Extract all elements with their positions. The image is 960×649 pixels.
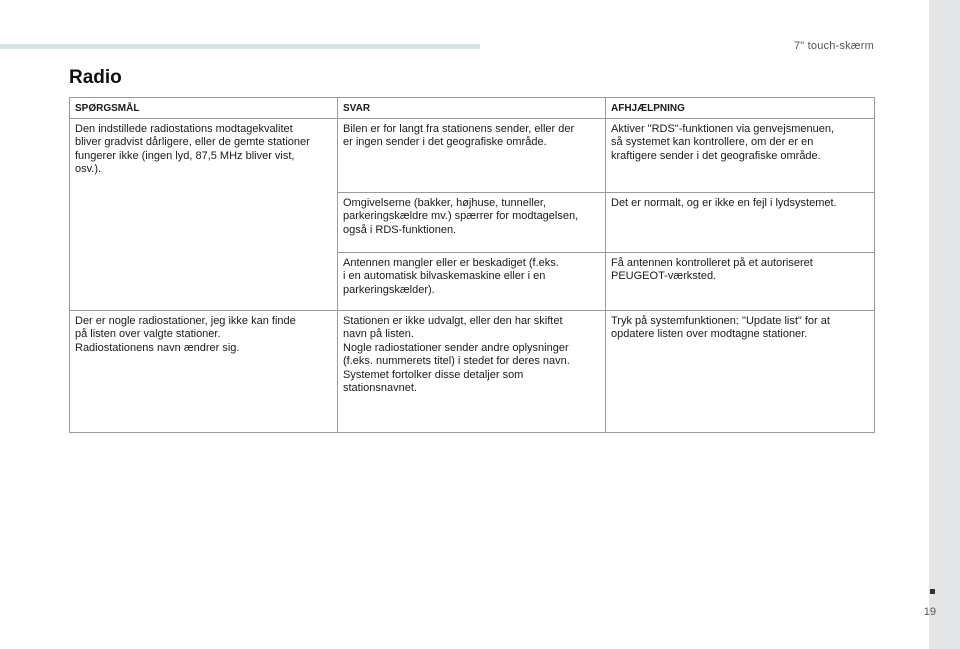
answer-line: parkeringskældre mv.) spærrer for modtagelsen, [343,210,579,223]
answer-line: Stationen er ikke udvalgt, eller den har skiftet [343,315,563,327]
question-line: Der er nogle radiostationer, jeg ikke kan finde [75,315,296,327]
solution-line: Tryk på systemfunktionen: "Update list" for at [611,315,830,327]
page-side-strip [929,0,960,649]
question-cell [70,311,338,433]
solution-line: PEUGEOT-værksted. [611,270,717,283]
answer-line: Nogle radiostationer sender andre oplysninger [343,341,569,354]
column-header-solution: AFHJÆLPNING [606,98,875,119]
question-line: Den indstillede radiostations modtagekvalitet [75,123,293,135]
question-line: fungerer ikke (ingen lyd, 87,5 MHz bliver vist, [75,149,295,162]
solution-line: så systemet kan kontrollere, om der er en [611,136,814,149]
solution-line: Det er normalt, og er ikke en fejl i lydsystemet. [611,197,837,209]
answer-line: parkeringskælder). [343,283,435,296]
answer-line: er ingen sender i det geografiske område. [343,136,547,149]
chapter-title: 7" touch-skærm [793,40,874,52]
answer-cell [338,311,606,433]
question-line: osv.). [75,163,102,176]
header-accent-bar [0,44,480,49]
answer-line: Omgivelserne (bakker, højhuse, tunneller, [343,197,546,209]
answer-line: også i RDS-funktionen. [343,223,457,236]
answer-cell [338,193,606,253]
troubleshooting-table [69,97,875,433]
table-row [70,311,875,433]
solution-cell [606,253,875,311]
table-row [70,119,875,193]
page-end-marker [930,589,935,594]
column-header-answer: SVAR [338,98,606,119]
solution-cell [606,193,875,253]
answer-line: Systemet fortolker disse detaljer som [343,368,524,381]
solution-line: Få antennen kontrolleret på et autoriseret [611,257,813,269]
answer-line: navn på listen. [343,328,414,341]
answer-line: stationsnavnet. [343,382,417,395]
answer-line: Antennen mangler eller er beskadiget (f.eks. [343,257,559,269]
page-title: Radio [69,67,122,88]
question-cell [70,119,338,311]
solution-line: kraftigere sender i det geografiske område. [611,149,821,162]
solution-cell [606,311,875,433]
solution-line: Aktiver "RDS"-funktionen via genvejsmenuen, [611,123,835,135]
page-number: 19 [923,606,936,618]
question-line: på listen over valgte stationer. [75,328,221,341]
question-line: Radiostationens navn ændrer sig. [75,341,240,354]
answer-line: i en automatisk bilvaskemaskine eller i en [343,270,546,283]
question-line: bliver gradvist dårligere, eller de gemte stationer [75,136,310,149]
column-header-question: SPØRGSMÅL [70,98,338,119]
table-header-row [70,98,875,119]
answer-line: (f.eks. nummerets titel) i stedet for deres navn. [343,355,570,368]
solution-cell [606,119,875,193]
answer-cell [338,119,606,193]
answer-line: Bilen er for langt fra stationens sender, eller der [343,123,575,135]
solution-line: opdatere listen over modtagne stationer. [611,328,808,341]
answer-cell [338,253,606,311]
